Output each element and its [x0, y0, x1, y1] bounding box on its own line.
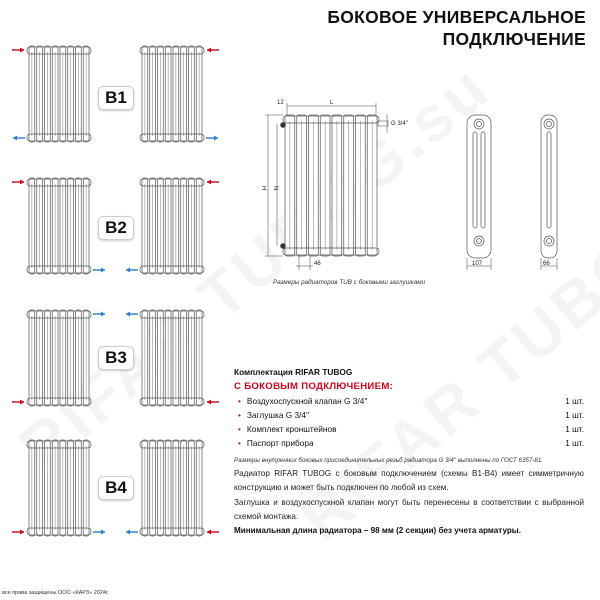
kit-note: Размеры внутренних боковых присоединительных резьб радиатора G 3/4'' выполнены по ГОСТ 6357-81. [234, 457, 543, 464]
description-p1: Радиатор RIFAR TUBOG с боковым подключением (схемы В1-В4) имеет симметричную конструкцию и может быть подключен по любой из схем. [234, 469, 584, 493]
kit-item-qty: 1 шт. [565, 424, 584, 434]
copyright: все права защищены ООО «КАРЗ» 2024г. [2, 590, 109, 596]
arrow-head-icon [126, 530, 130, 535]
bullet-icon: • [238, 410, 241, 420]
description [234, 467, 584, 538]
kit-subheading: С БОКОВЫМ ПОДКЛЮЧЕНИЕМ: [234, 381, 394, 392]
kit-heading: Комплектация RIFAR TUBOG [234, 367, 353, 377]
kit-item-qty: 1 шт. [565, 396, 584, 406]
kit-item-qty: 1 шт. [565, 438, 584, 448]
kit-item [234, 396, 584, 406]
title-line-2: ПОДКЛЮЧЕНИЕ [442, 29, 586, 49]
scheme-label-b1: B1 [98, 86, 134, 110]
arrow-head-icon [20, 400, 24, 405]
bullet-icon: • [238, 424, 241, 434]
kit-item-name: Паспорт прибора [246, 438, 314, 448]
dim-n: N [272, 186, 278, 191]
scheme-label-b4: B4 [98, 476, 134, 500]
arrow-head-icon [101, 312, 105, 317]
dim-l: L [330, 100, 334, 106]
dim-107: 107 [472, 261, 483, 267]
radiator-side-view-66 [541, 115, 557, 258]
kit-section [234, 367, 584, 464]
kit-item [234, 424, 584, 434]
kit-item [234, 410, 584, 420]
description-p3: Минимальная длина радиатора – 98 мм (2 секции) без учета арматуры. [234, 526, 521, 536]
arrow-head-icon [207, 530, 211, 535]
dim-12: 12 [277, 100, 284, 106]
bullet-icon: • [238, 438, 241, 448]
kit-item-name: Воздухоспускной клапан G 3/4'' [246, 396, 368, 406]
arrow-head-icon [101, 530, 105, 535]
kit-item-name: Заглушка G 3/4'' [246, 410, 310, 420]
kit-item [234, 438, 584, 448]
arrow-head-icon [207, 400, 211, 405]
dim-66: 66 [543, 261, 550, 267]
kit-item-name: Комплект кронштейнов [246, 424, 337, 434]
drawing-caption: Размеры радиаторов TUB с боковыми заглушками [273, 279, 426, 286]
scheme-label-b2: B2 [98, 216, 134, 240]
description-p2: Заглушка и воздухоспускной клапан могут быть перенесены в соответствии с выбранной схемой монтажа. [234, 497, 584, 521]
dim-h: H [260, 186, 266, 191]
bullet-icon: • [238, 396, 241, 406]
radiator-front-view [281, 115, 380, 256]
dim-thread: G 3/4'' [391, 121, 408, 127]
dim-46: 46 [314, 261, 321, 267]
title-line-1: БОКОВОЕ УНИВЕРСАЛЬНОЕ [327, 7, 586, 27]
scheme-label-b3: B3 [98, 346, 134, 370]
arrow-head-icon [126, 312, 130, 317]
arrow-head-icon [20, 530, 24, 535]
kit-item-qty: 1 шт. [565, 410, 584, 420]
radiator-side-view-107 [467, 115, 491, 258]
